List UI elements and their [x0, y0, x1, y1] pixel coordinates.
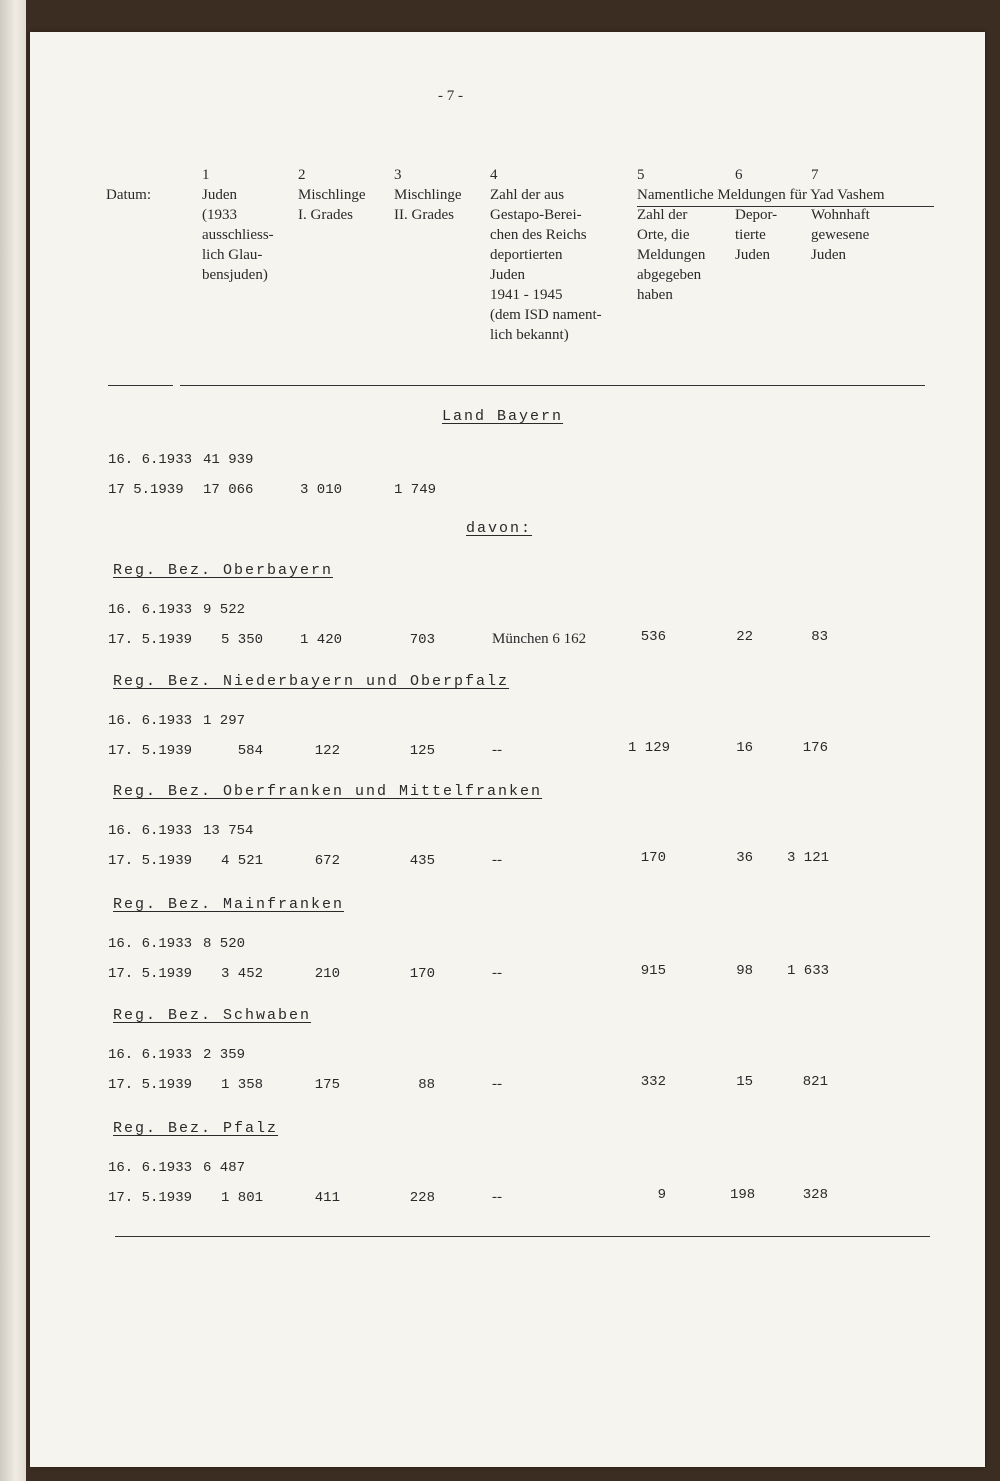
row-date: 17. 5.1939 [108, 853, 193, 869]
orte-count-value: 170 [640, 850, 666, 866]
juden-1933-value: 8 520 [203, 936, 246, 952]
row-date: 17. 5.1939 [108, 1077, 193, 1093]
mischlinge-2-value: 435 [409, 853, 435, 869]
juden-1939-value: 584 [237, 743, 263, 759]
col6-number: 6 [735, 167, 743, 183]
deportierte-gestapo-value: -- [492, 1189, 502, 1205]
mischlinge-2-value: 88 [418, 1077, 435, 1093]
land-row-1933-juden: 41 939 [203, 452, 254, 468]
col1-number: 1 [202, 167, 210, 183]
row-date: 16. 6.1933 [108, 602, 193, 618]
deportierte-gestapo-value: -- [492, 852, 502, 868]
document-page [30, 32, 985, 1467]
region-title: Reg. Bez. Schwaben [113, 1007, 312, 1024]
row-date: 17. 5.1939 [108, 632, 193, 648]
col4-line: chen des Reichs [490, 227, 587, 243]
col5-line: abgegeben [637, 267, 702, 283]
juden-1939-value: 5 350 [220, 632, 263, 648]
region-title: Reg. Bez. Pfalz [113, 1120, 279, 1137]
orte-count-value: 332 [640, 1074, 666, 1090]
juden-1939-value: 3 452 [220, 966, 263, 982]
col1-line: ausschliess- [202, 227, 274, 243]
orte-count-value: 536 [640, 629, 666, 645]
deportierte-juden-value: 98 [736, 963, 753, 979]
deportierte-juden-value: 198 [730, 1187, 756, 1203]
juden-1939-value: 1 801 [220, 1190, 263, 1206]
adjacent-page-edge [0, 0, 26, 1481]
row-date: 17. 5.1939 [108, 1190, 193, 1206]
header-rule-right [180, 385, 925, 386]
davon-label: davon: [466, 520, 533, 537]
col4-line: Zahl der aus [490, 187, 565, 203]
row-date: 16. 6.1933 [108, 823, 193, 839]
mischlinge-2-value: 170 [409, 966, 435, 982]
row-date: 16. 6.1933 [108, 713, 193, 729]
deportierte-juden-value: 16 [736, 740, 753, 756]
col1-line: Juden [202, 187, 237, 203]
wohnhaft-juden-value: 328 [802, 1187, 828, 1203]
col3-line: II. Grades [394, 207, 454, 223]
col7-line: gewesene [811, 227, 870, 243]
mischlinge-1-value: 411 [314, 1190, 340, 1206]
col4-line: lich bekannt) [490, 327, 569, 343]
row-date: 17. 5.1939 [108, 743, 193, 759]
col7-header [811, 205, 870, 265]
mischlinge-1-value: 210 [314, 966, 340, 982]
col6-header [735, 205, 777, 265]
land-row-1939-mischlinge-2: 1 749 [394, 482, 437, 498]
wohnhaft-juden-value: 83 [811, 629, 828, 645]
col3-header [394, 185, 462, 225]
col7-line: Wohnhaft [811, 207, 870, 223]
deportierte-juden-value: 36 [736, 850, 753, 866]
deportierte-juden-value: 22 [736, 629, 753, 645]
deportierte-gestapo-value: -- [492, 742, 502, 758]
deportierte-juden-value: 15 [736, 1074, 753, 1090]
juden-1933-value: 2 359 [203, 1047, 246, 1063]
juden-1933-value: 13 754 [203, 823, 254, 839]
deportierte-gestapo-value: München 6 162 [492, 631, 587, 647]
row-date: 17. 5.1939 [108, 966, 193, 982]
orte-count-value: 1 129 [628, 740, 671, 756]
col5-line: Zahl der [637, 207, 688, 223]
col2-number: 2 [298, 167, 306, 183]
bottom-rule [115, 1236, 930, 1237]
col2-line: I. Grades [298, 207, 353, 223]
row-date: 16. 6.1933 [108, 936, 193, 952]
col7-line: Juden [811, 247, 846, 263]
juden-1933-value: 9 522 [203, 602, 246, 618]
row-date: 16. 6.1933 [108, 1047, 193, 1063]
mischlinge-1-value: 1 420 [300, 632, 343, 648]
juden-1939-value: 4 521 [220, 853, 263, 869]
col5-line: Orte, die [637, 227, 690, 243]
col5-line: Meldungen [637, 247, 706, 263]
col4-line: Juden [490, 267, 525, 283]
region-title: Reg. Bez. Niederbayern und Oberpfalz [113, 673, 510, 690]
col6-line: Juden [735, 247, 770, 263]
col4-header [490, 185, 602, 345]
col3-number: 3 [394, 167, 402, 183]
page-number: - 7 - [438, 88, 463, 104]
col7-number: 7 [811, 167, 819, 183]
col3-line: Mischlinge [394, 187, 462, 203]
mischlinge-1-value: 175 [314, 1077, 340, 1093]
col4-line: (dem ISD nament- [490, 307, 602, 323]
col6-line: Depor- [735, 207, 778, 223]
wohnhaft-juden-value: 176 [802, 740, 828, 756]
land-bayern-title: Land Bayern [442, 408, 564, 425]
region-title: Reg. Bez. Oberfranken und Mittelfranken [113, 783, 543, 800]
mischlinge-2-value: 125 [409, 743, 435, 759]
col6-line: tierte [735, 227, 766, 243]
col4-number: 4 [490, 167, 498, 183]
orte-count-value: 915 [640, 963, 666, 979]
wohnhaft-juden-value: 821 [802, 1074, 828, 1090]
col5-header [637, 205, 705, 305]
region-title: Reg. Bez. Mainfranken [113, 896, 345, 913]
col4-line: deportierten [490, 247, 563, 263]
header-rule-left [108, 385, 173, 386]
datum-label: Datum: [106, 187, 151, 203]
land-row-1933-date: 16. 6.1933 [108, 452, 193, 468]
col5-number: 5 [637, 167, 645, 183]
land-row-1939-juden: 17 066 [203, 482, 254, 498]
land-row-1939-mischlinge-1: 3 010 [300, 482, 343, 498]
yad-vashem-group-header: Namentliche Meldungen für Yad Vashem [637, 185, 934, 207]
wohnhaft-juden-value: 1 633 [787, 963, 830, 979]
mischlinge-2-value: 228 [409, 1190, 435, 1206]
region-title: Reg. Bez. Oberbayern [113, 562, 334, 579]
col1-header [202, 185, 274, 285]
deportierte-gestapo-value: -- [492, 965, 502, 981]
mischlinge-2-value: 703 [409, 632, 435, 648]
col1-line: (1933 [202, 207, 237, 223]
col1-line: lich Glau- [202, 247, 263, 263]
mischlinge-1-value: 672 [314, 853, 340, 869]
col4-line: Gestapo-Berei- [490, 207, 582, 223]
col4-line: 1941 - 1945 [490, 287, 563, 303]
orte-count-value: 9 [657, 1187, 666, 1203]
deportierte-gestapo-value: -- [492, 1076, 502, 1092]
land-row-1939-date: 17 5.1939 [108, 482, 184, 498]
col2-header [298, 185, 366, 225]
juden-1939-value: 1 358 [220, 1077, 263, 1093]
wohnhaft-juden-value: 3 121 [787, 850, 830, 866]
row-date: 16. 6.1933 [108, 1160, 193, 1176]
col2-line: Mischlinge [298, 187, 366, 203]
mischlinge-1-value: 122 [314, 743, 340, 759]
col1-line: bensjuden) [202, 267, 268, 283]
juden-1933-value: 6 487 [203, 1160, 246, 1176]
juden-1933-value: 1 297 [203, 713, 246, 729]
col5-line: haben [637, 287, 673, 303]
